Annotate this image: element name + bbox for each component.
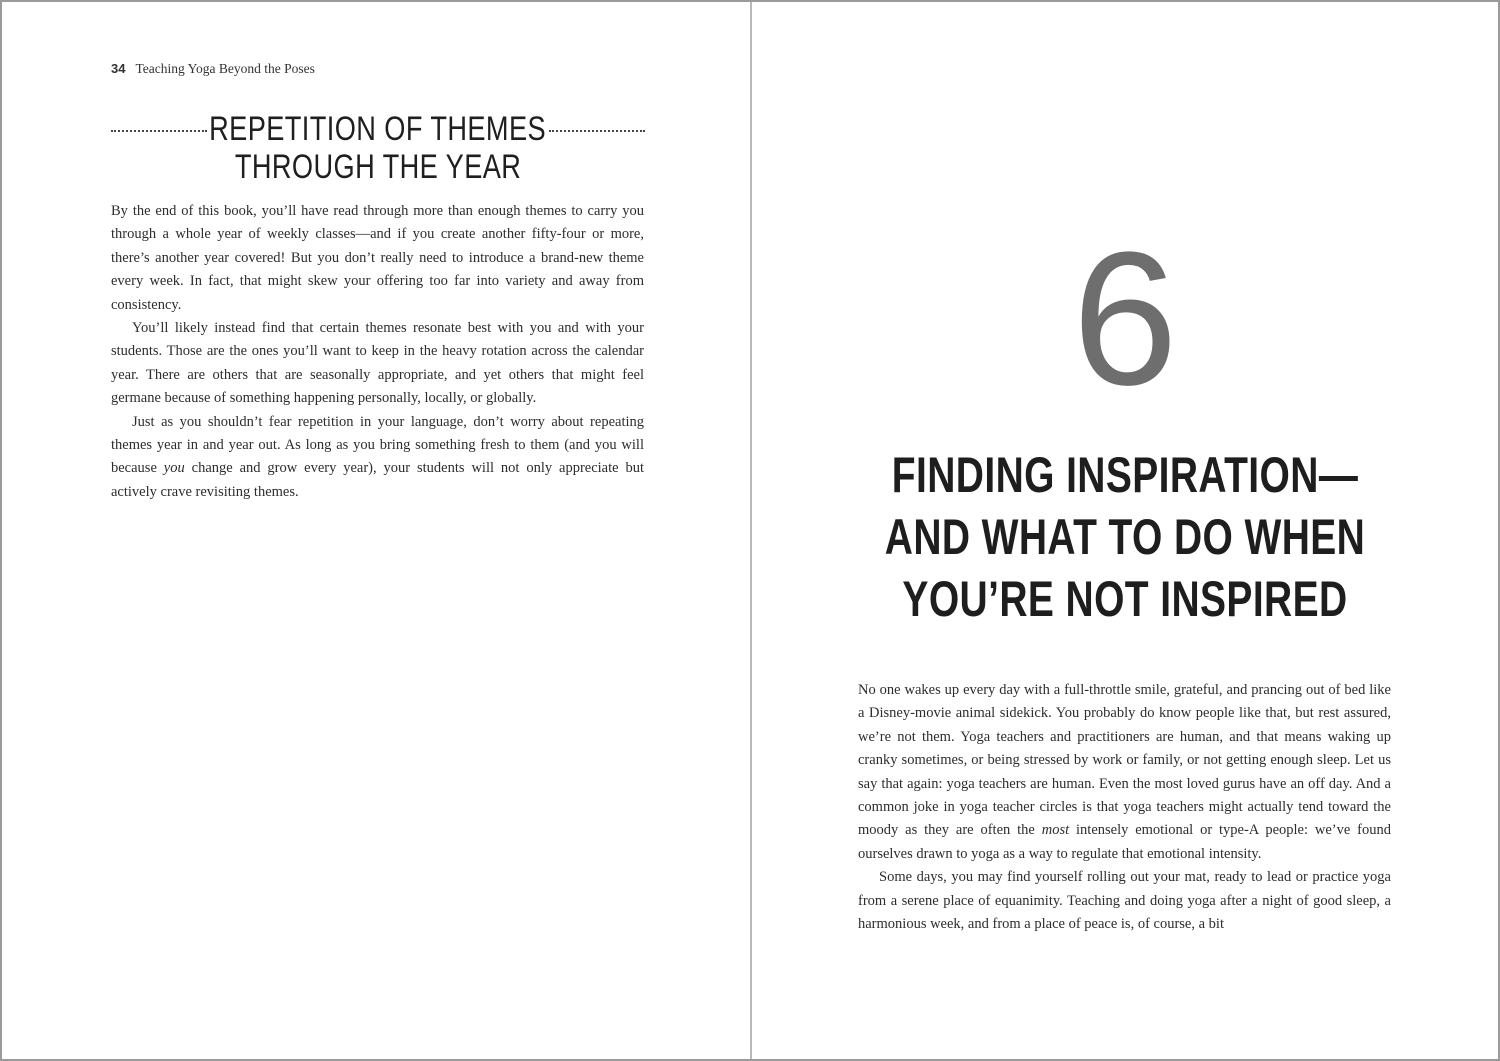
paragraph [858,679,1391,866]
page-number: 34 [111,61,126,76]
running-head-title: Teaching Yoga Beyond the Poses [135,61,315,76]
paragraph-text: Just as you shouldn’t fear repetition in your language, don’t worry about repeating themes year in and year out. As long as you bring something fresh to them (and you will because [111,413,644,477]
paragraph [111,411,644,505]
running-head [111,61,315,77]
emphasis: you [163,460,185,477]
section-title-line1: REPETITION OF THEMES [209,110,547,148]
right-body-text [858,679,1391,936]
paragraph: Some days, you may find yourself rolling out your mat, ready to lead or practice yoga from a serene place of equanimity. Teaching and doing yoga after a night of good sleep, a harmonious week, and from a place of peace is, of course, a bit [858,869,1391,933]
chapter-title-line: AND WHAT TO DO WHEN [884,509,1366,565]
paragraph: You’ll likely instead find that certain themes resonate best with you and with your students. Those are the ones you’ll want to keep in the heavy rotation across the calendar year. There are others that are seasonally appropriate, and yet others that might feel germane because of something happening personally, locally, or globally. [111,320,644,407]
paragraph-text: change and grow every year), your students will not only appreciate but actively crave revisiting themes. [111,460,644,500]
chapter-number: 6 [1072,213,1178,425]
section-heading [111,110,645,186]
dotted-rule-right [549,130,645,132]
chapter-title [752,444,1498,630]
dotted-rule-left [111,130,207,132]
paragraph: By the end of this book, you’ll have read through more than enough themes to carry you through a whole year of weekly classes—and if you create another fifty-four or more, there’s another year covered! But you don’t really need to introduce a brand-new theme every week. In fact, that might skew your offering too far into variety and away from consistency. [111,203,644,313]
section-title-line2: THROUGH THE YEAR [234,148,522,186]
paragraph-text: No one wakes up every day with a full-throttle smile, grateful, and prancing out of bed like a Disney-movie animal sidekick. You probably do know people like that, but rest assured, we’re not them. Yoga teachers and practitioners are human, and that means waking up cranky sometimes, or being stressed by work or family, or not getting enough sleep. Let us say that again: yoga teachers are human. Even the most loved gurus have an off day. And a common joke in yoga teacher circles is that yoga teachers might actually tend toward the moody as they are often the [858,682,1391,839]
emphasis: most [1041,822,1070,839]
chapter-title-line: FINDING INSPIRATION— [891,447,1359,503]
left-page [2,2,750,1059]
right-page [752,2,1498,1059]
paragraph-text: intensely emotional or type-A people: we’ve found ourselves drawn to yoga as a way to regulate that emotional intensity. [858,822,1392,862]
chapter-title-line: YOU’RE NOT INSPIRED [902,571,1348,627]
left-body-text [111,200,644,504]
